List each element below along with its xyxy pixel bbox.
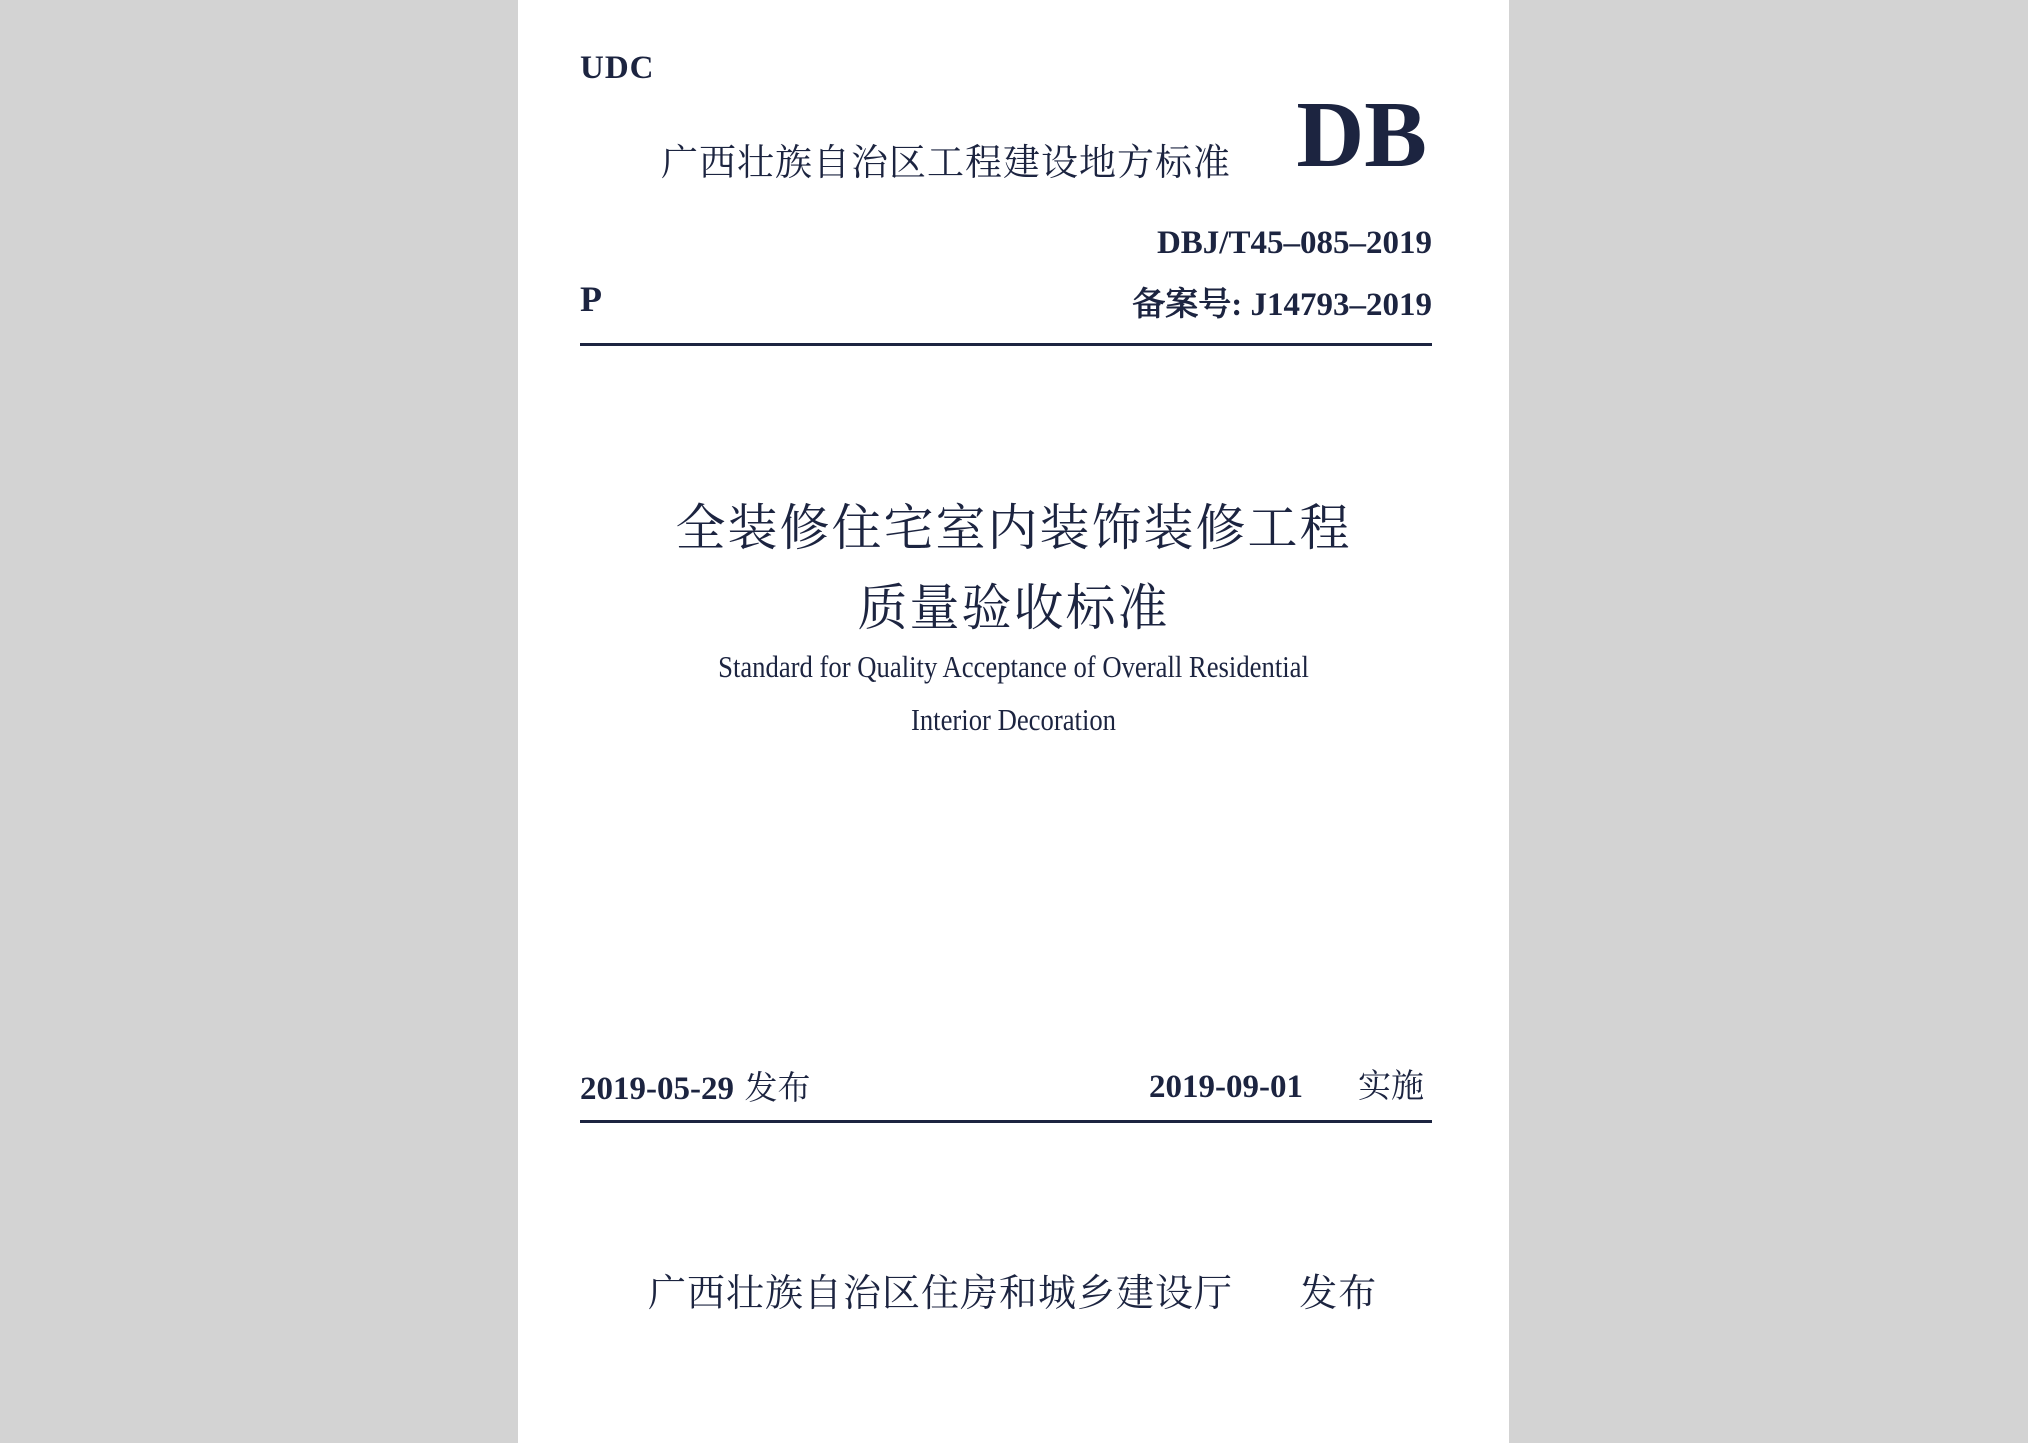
- udc-label: UDC: [580, 50, 655, 86]
- top-divider: [580, 343, 1432, 346]
- issue-date-block: [580, 1062, 810, 1109]
- title-chinese: [518, 488, 1509, 648]
- category-mark: P: [580, 279, 602, 319]
- document-cover-page: [518, 0, 1509, 1443]
- title-chinese-line-2: 质量验收标准: [857, 579, 1170, 637]
- title-english-line-1: Standard for Quality Acceptance of Overall Residential: [718, 649, 1309, 684]
- db-mark: DB: [1296, 83, 1427, 187]
- issue-label: 发布: [744, 1068, 811, 1107]
- title-chinese-line-1: 全装修住宅室内装饰装修工程: [675, 499, 1352, 557]
- standard-code: DBJ/T45–085–2019: [1156, 225, 1432, 261]
- bottom-divider: [580, 1120, 1432, 1123]
- filing-number: 备案号: J14793–2019: [1132, 287, 1432, 323]
- publisher-block: [648, 1262, 1377, 1317]
- title-english-line-2: Interior Decoration: [910, 702, 1117, 737]
- publisher-name: 广西壮族自治区住房和城乡建设厅: [648, 1271, 1234, 1315]
- implement-date: 2019-09-01: [1149, 1069, 1303, 1105]
- implement-date-block: [1149, 1060, 1424, 1107]
- title-english: [587, 640, 1439, 746]
- issuer-line: 广西壮族自治区工程建设地方标准: [661, 141, 1231, 184]
- implement-label: 实施: [1358, 1066, 1424, 1105]
- publisher-action: 发布: [1299, 1271, 1378, 1315]
- issue-date: 2019-05-29: [580, 1071, 734, 1107]
